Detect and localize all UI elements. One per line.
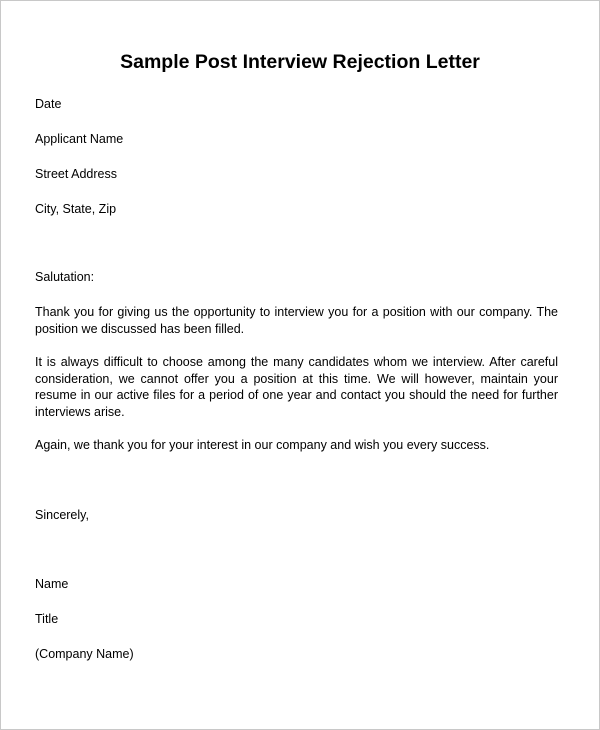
document-title: Sample Post Interview Rejection Letter (120, 51, 480, 73)
signature-title: Title (35, 612, 59, 626)
body-paragraph-1: Thank you for giving us the opportunity to interview you for a position with our company. The position we discussed has been filled. (35, 305, 558, 336)
signature-name: Name (35, 577, 69, 591)
closing: Sincerely, (35, 508, 89, 522)
body-paragraph-2: It is always difficult to choose among the many candidates whom we interview. After careful consideration, we cannot offer you a position at this time. We will however, maintain your resume in our active files for a period of one year and contact you should the need for further interviews arise. (35, 355, 558, 419)
city-state-zip-field: City, State, Zip (35, 202, 117, 216)
applicant-name-field: Applicant Name (35, 132, 124, 146)
date-field: Date (35, 97, 62, 111)
salutation: Salutation: (35, 270, 95, 284)
street-address-field: Street Address (35, 167, 117, 181)
body-paragraph-3: Again, we thank you for your interest in our company and wish you every success. (35, 438, 490, 452)
signature-company: (Company Name) (35, 647, 134, 661)
